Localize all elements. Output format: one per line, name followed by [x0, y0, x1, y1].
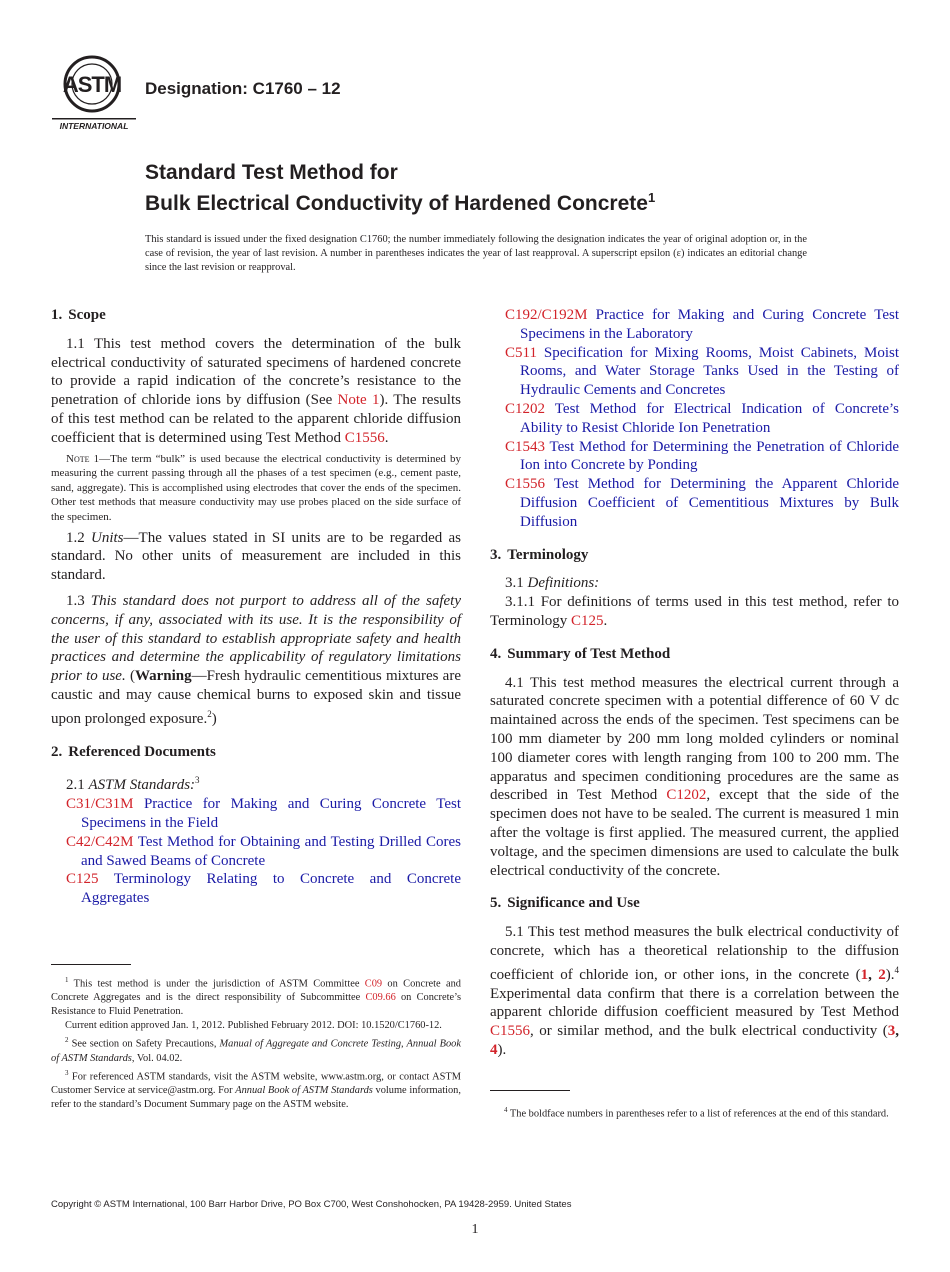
reference-code-link[interactable]: C1556 — [505, 476, 546, 493]
footnote-4: $^4$ The boldface numbers in parentheses refer to a list of references at the end of this standard. — [504, 1106, 889, 1120]
reference-code-link[interactable]: C125 — [66, 871, 99, 888]
title-footnote-mark: 1 — [647, 190, 656, 205]
section-heading-significance: 5. Significance and Use — [490, 895, 640, 912]
svg-text:INTERNATIONAL: INTERNATIONAL — [59, 121, 129, 131]
reference-code-link[interactable]: C192/C192M — [505, 307, 588, 323]
reference-item: C1543 Test Method for Determining the Penetration of Chloride Ion into Concrete by Ponding — [505, 438, 899, 474]
c09-66-link[interactable]: C09.66 — [365, 992, 396, 1004]
reference-code-link[interactable]: C1202 — [505, 400, 546, 417]
left-column — [51, 306, 461, 908]
bib-ref-3-link[interactable]: 3 — [887, 1023, 896, 1040]
page-number: 1 — [471, 1222, 479, 1237]
paragraph-3-1: 3.1 Definitions: — [505, 575, 600, 592]
designation: Designation: C1760 – 12 — [145, 79, 341, 98]
reference-item: C192/C192M Practice for Making and Curing Concrete Test Specimens in the Laboratory — [505, 307, 899, 342]
section-heading-referenced: 2. Referenced Documents — [51, 743, 216, 760]
c1556-link[interactable]: C1556 — [344, 429, 385, 446]
footnote-edition: Current edition approved Jan. 1, 2012. Published February 2012. DOI: 10.1520/C1760-12. — [65, 1020, 442, 1032]
reference-item: C125 Terminology Relating to Concrete and Concrete Aggregates — [66, 871, 461, 907]
paragraph-2-1: 2.1 ASTM Standards:$^3$ — [66, 775, 200, 794]
reference-item: C42/C42M Test Method for Obtaining and Testing Drilled Cores and Sawed Beams of Concrete — [66, 833, 461, 869]
bib-ref-4-link[interactable]: 4 — [490, 1041, 498, 1058]
paragraph-1-1: 1.1 This test method covers the determination of the bulk electrical conductivity of saturated specimens of hardened concrete to provide a rapid indication of the concrete’s resistance to the penetration of chloride ions by diffusion (See Note 1). The results of this test method can be related to the apparent chloride diffusion coefficient that is determined using Test Method C1556. — [51, 335, 461, 446]
paragraph-1-2: 1.2 Units—The values stated in SI units are to be regarded as standard. No other units of measurement are included in this standard. — [51, 529, 462, 584]
section-heading-terminology: 3. Terminology — [490, 546, 589, 563]
reference-item: C511 Specification for Mixing Rooms, Moist Cabinets, Moist Rooms, and Water Storage Tanks Used in the Testing of Hydraulic Cements and Concretes — [505, 344, 899, 399]
reference-code-link[interactable]: C42/C42M — [66, 833, 134, 850]
bib-ref-1-link[interactable]: 1 — [860, 966, 869, 983]
footnotes-right — [490, 1090, 899, 1121]
c1556-link[interactable]: C1556 — [490, 1023, 531, 1040]
paragraph-5-1: 5.1 This test method measures the bulk electrical conductivity of concrete, which has a theoretical relationship to the diffusion coefficient of chloride ion, or other ions, in the concrete (1, 2).$^4$ Experimental data confirm that there is a correlation between the apparent chloride diffusion coefficient measured by Test Method C1556, or similar method, and the bulk electrical conductivity (3, 4). — [490, 924, 900, 1058]
title-line-2: Bulk Electrical Conductivity of Hardened Concrete$^1$ — [145, 190, 656, 215]
footnote-2: $^2$ See section on Safety Precautions, Manual of Aggregate and Concrete Testing, Annual Book of ASTM Standards, Vol. 04.02. — [51, 1036, 461, 1064]
svg-text:ASTM: ASTM — [62, 72, 122, 97]
c125-link[interactable]: C125 — [571, 612, 604, 629]
reference-code-link[interactable]: C31/C31M — [66, 796, 134, 813]
c09-link[interactable]: C09 — [364, 978, 383, 990]
reference-item: C31/C31M Practice for Making and Curing Concrete Test Specimens in the Field — [66, 796, 461, 831]
title-line-1: Standard Test Method for — [145, 161, 398, 184]
reference-item: C1202 Test Method for Electrical Indication of Concrete’s Ability to Resist Chloride Ion Penetration — [505, 400, 899, 436]
reference-item: C1556 Test Method for Determining the Apparent Chloride Diffusion Coefficient of Cementitious Mixtures by Bulk Diffusion — [505, 476, 899, 530]
c1202-link[interactable]: C1202 — [666, 787, 707, 804]
footnote-3: $^3$ For referenced ASTM standards, visit the ASTM website, www.astm.org, or contact ASTM Customer Service at service@astm.org. For Annual Book of ASTM Standards volume information, refer to the standard’s Document Summary page on the ASTM website. — [51, 1068, 461, 1111]
issue-note: This standard is issued under the fixed designation C1760; the number immediately following the designation indicates the year of original adoption or, in the case of revision, the year of last revision. A number in parentheses indicates the year of last reapproval. A superscript epsilon (ε) indicates an editorial change since the last revision or reapproval. — [145, 234, 807, 273]
note-1: Note 1—The term “bulk” is used because the electrical conductivity is determined by measuring the current passing through all the phases of a test specimen (e.g., cement paste, sand, aggregate). This is accomplished using electrodes that cover the ends of the specimen. Other test methods that measure conductivity may use probes placed on the side surface of the specimen. — [51, 452, 461, 523]
paragraph-3-1-1: 3.1.1 For definitions of terms used in this test method, refer to Terminology C125. — [490, 594, 899, 629]
astm-logo — [52, 52, 136, 132]
right-column — [490, 306, 899, 1060]
document-title — [145, 160, 655, 216]
reference-code-link[interactable]: C511 — [505, 344, 537, 361]
astm-logo-icon — [52, 52, 136, 132]
footnote-1: $^1$ This test method is under the jurisdiction of ASTM Committee C09 on Concrete and Concrete Aggregates and is the direct responsibility of Subcommittee C09.66 on Concrete’s Resistance to Fluid Penetration. — [51, 976, 461, 1018]
footnotes-left — [51, 964, 461, 1112]
section-heading-summary: 4. Summary of Test Method — [490, 645, 671, 662]
reference-code-link[interactable]: C1543 — [505, 438, 546, 455]
paragraph-1-3: 1.3 This standard does not purport to address all of the safety concerns, if any, associated with its use. It is the responsibility of the user of this standard to establish appropriate safety and health practices and determine the applicability of regulatory limitations prior to use. (Warning—Fresh hydraulic cementitious mixtures are caustic and may cause chemical burns to exposed skin and tissue upon prolonged exposure.$^2$) — [51, 592, 461, 727]
note-1-link[interactable]: Note 1 — [337, 392, 380, 409]
bib-ref-2-link[interactable]: 2 — [878, 966, 886, 983]
paragraph-4-1: 4.1 This test method measures the electrical current through a saturated concrete specimen with a potential difference of 60 V dc maintained across the ends of the specimen. Test specimens can be 100 mm diameter by 200 mm long molded cylinders or nominal 100 diameter cores with length ranging from 100 to 200 mm. The apparatus and specimen conditioning procedures are the same as described in Test Method C1202, except that the side of the specimen does not have to be sealed. The current is measured 1 min after the voltage is first applied. The measured current, the applied voltage, and the specimen dimensions are used to calculate the bulk electrical conductivity of the concrete. — [490, 674, 900, 879]
section-heading-scope: 1. Scope — [51, 307, 106, 323]
copyright-line: Copyright © ASTM International, 100 Barr Harbor Drive, PO Box C700, West Conshohocken, PA 19428-2959. United States — [51, 1199, 572, 1210]
